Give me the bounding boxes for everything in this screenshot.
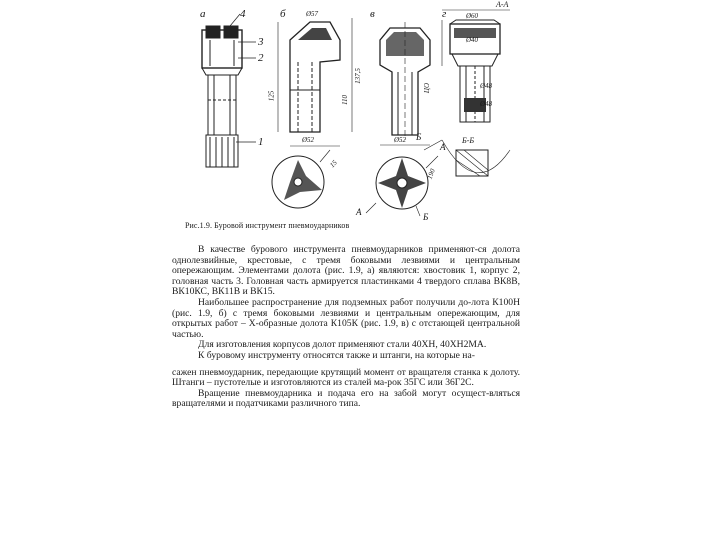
paragraph-1: В качестве бурового инструмента пневмоударников применяют-ся долота однолезвийные, крестовые, с тремя боковыми лезвиями и центральным опережающим. Элементами долота (рис. 1.9, а) являются: хвостовик 1, корпус 2, головная часть 3. Головная часть армируется пластинками 4 твердого сплава ВК8В, ВК10КС, ВК11В и ВК15. <box>172 244 520 298</box>
view-v-drawing <box>366 22 438 216</box>
dim-d57: Ø57 <box>306 10 319 18</box>
dim-125: 125 <box>267 90 276 102</box>
dim-15: 15 <box>328 158 339 170</box>
dim-d40: Ø40 <box>466 36 479 44</box>
part-number-2: 2 <box>258 52 264 64</box>
view-label-b: б <box>280 8 286 20</box>
section-label-a2: А <box>356 207 362 217</box>
paragraph-3: Для изготовления корпусов долот применяют стали 40ХН, 40ХН2МА. <box>198 339 487 351</box>
part-number-3: 3 <box>258 36 264 48</box>
dim-d52-b: Ø52 <box>302 136 315 144</box>
dim-137-5: 137,5 <box>353 68 362 84</box>
dim-d60: Ø60 <box>466 12 479 20</box>
section-label-b1: Б <box>423 212 429 222</box>
view-label-a: а <box>200 8 206 20</box>
section-label-a1: А <box>440 142 446 152</box>
section-label-bb: Б-Б <box>462 136 475 145</box>
paragraph-6: Вращение пневмоударника и подача его на забой могут осущест-вляться вращателями и податчиками различного типа. <box>172 387 520 410</box>
view-g-drawing <box>424 10 510 176</box>
figure-caption: Рис.1.9. Буровой инструмент пневмоударников <box>185 221 350 230</box>
drill-bit-figure <box>180 0 540 220</box>
technical-drawing <box>180 0 540 220</box>
body-text <box>172 245 520 410</box>
dim-co: ЦО <box>423 82 432 94</box>
view-a-drawing <box>202 14 256 167</box>
dim-d48-1: Ø48 <box>480 82 493 90</box>
paragraph-2: Наибольшее распространение для подземных работ получили до-лота К100Н (рис. 1.9, б) с тремя боковыми лезвиями и центральным опережающим, для открытых работ – Х-образные долота К105К (рис. 1.9, в) с отстающей центральной частью. <box>172 296 520 340</box>
paragraph-4: К буровому инструменту относятся также и штанги, на которые на- <box>198 349 475 361</box>
view-b-drawing <box>272 18 352 208</box>
paragraph-5: сажен пневмоударник, передающие крутящий момент от вращателя станка к долоту. Штанги – пустотелые и изготовляются из сталей ма-рок 35ГС или 36Г2С. <box>172 366 520 389</box>
part-number-1: 1 <box>258 136 264 148</box>
dim-110: 110 <box>340 95 349 105</box>
dim-190: 190 <box>425 167 437 181</box>
part-number-4: 4 <box>240 8 246 20</box>
dim-d48-2: Ø48 <box>480 100 493 108</box>
view-label-v: в <box>370 8 375 20</box>
section-label-b2: Б <box>416 132 422 142</box>
view-label-g: г <box>442 8 447 20</box>
dim-d52-v: Ø52 <box>394 136 407 144</box>
section-label-aa: А-А <box>496 0 509 9</box>
